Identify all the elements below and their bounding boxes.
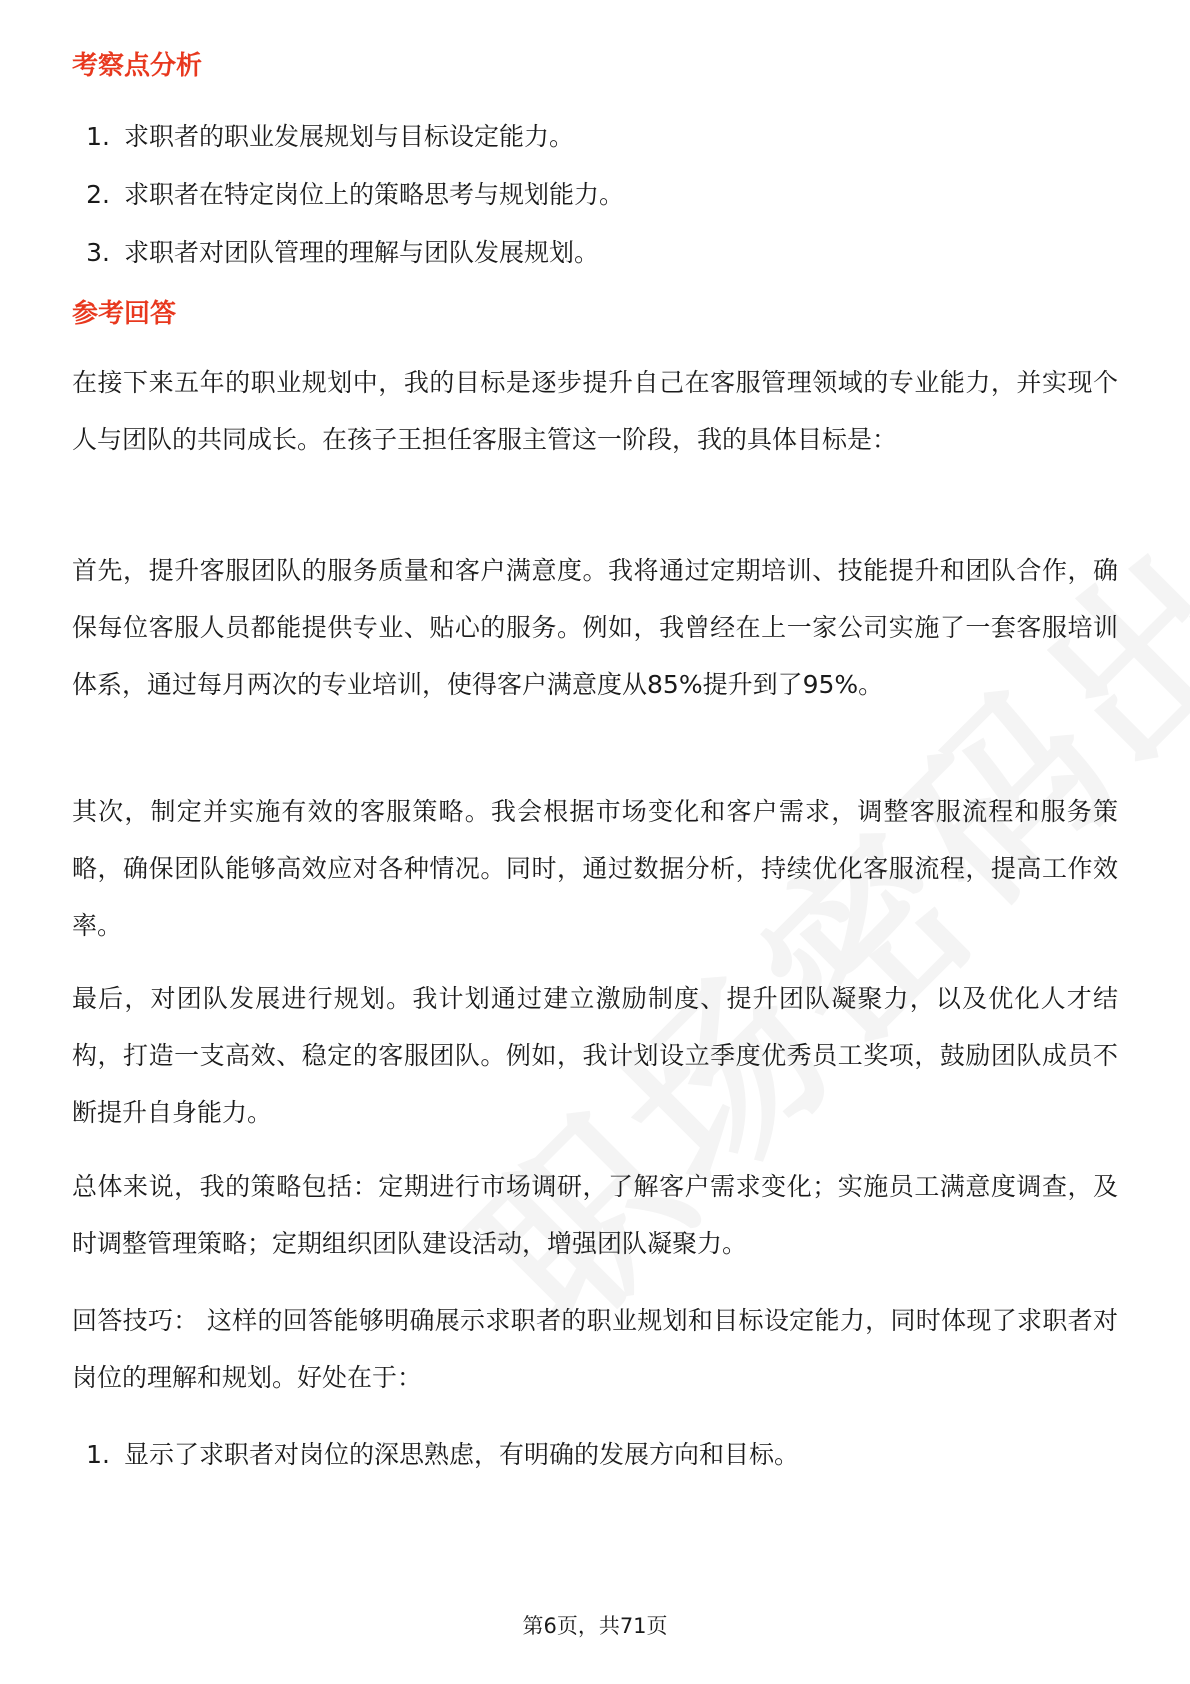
- list-item: [72, 1426, 799, 1484]
- paragraph-summary: 总体来说，我的策略包括：定期进行市场调研，了解客户需求变化；实施员工满意度调查，及时调整管理策略；定期组织团队建设活动，增强团队凝聚力。: [72, 1172, 1118, 1258]
- paragraph-tips: 回答技巧： 这样的回答能够明确展示求职者的职业规划和目标设定能力，同时体现了求职者对岗位的理解和规划。好处在于：: [72, 1306, 1118, 1392]
- paragraph-second: 其次，制定并实施有效的客服策略。我会根据市场变化和客户需求，调整客服流程和服务策略，确保团队能够高效应对各种情况。同时，通过数据分析，持续优化客服流程，提高工作效率。: [72, 797, 1118, 940]
- list-number: 2.: [86, 180, 110, 209]
- list-text: 求职者的职业发展规划与目标设定能力。: [124, 122, 575, 151]
- tips-list: [72, 1426, 799, 1484]
- list-item: [72, 224, 624, 282]
- analysis-heading: 考察点分析: [72, 51, 203, 81]
- paragraph-third: 最后，对团队发展进行规划。我计划通过建立激励制度、提升团队凝聚力，以及优化人才结构，打造一支高效、稳定的客服团队。例如，我计划设立季度优秀员工奖项，鼓励团队成员不断提升自身能力。: [72, 984, 1118, 1127]
- list-text: 求职者在特定岗位上的策略思考与规划能力。: [124, 180, 625, 209]
- analysis-list: [72, 108, 624, 282]
- paragraph-intro: 在接下来五年的职业规划中，我的目标是逐步提升自己在客服管理领域的专业能力，并实现个人与团队的共同成长。在孩子王担任客服主管这一阶段，我的具体目标是：: [72, 368, 1118, 454]
- list-number: 3.: [86, 238, 110, 267]
- answer-heading: 参考回答: [72, 299, 177, 329]
- list-number: 1.: [86, 1440, 110, 1469]
- list-number: 1.: [86, 122, 110, 151]
- list-text: 显示了求职者对岗位的深思熟虑，有明确的发展方向和目标。: [124, 1440, 800, 1469]
- paragraph-first: 首先，提升客服团队的服务质量和客户满意度。我将通过定期培训、技能提升和团队合作，确保每位客服人员都能提供专业、贴心的服务。例如，我曾经在上一家公司实施了一套客服培训体系，通过每月两次的专业培训，使得客户满意度从85%提升到了95%。: [72, 556, 1118, 699]
- list-item: [72, 166, 624, 224]
- list-item: [72, 108, 624, 166]
- page-footer: 第6页，共71页: [522, 1614, 668, 1638]
- list-text: 求职者对团队管理的理解与团队发展规划。: [124, 238, 600, 267]
